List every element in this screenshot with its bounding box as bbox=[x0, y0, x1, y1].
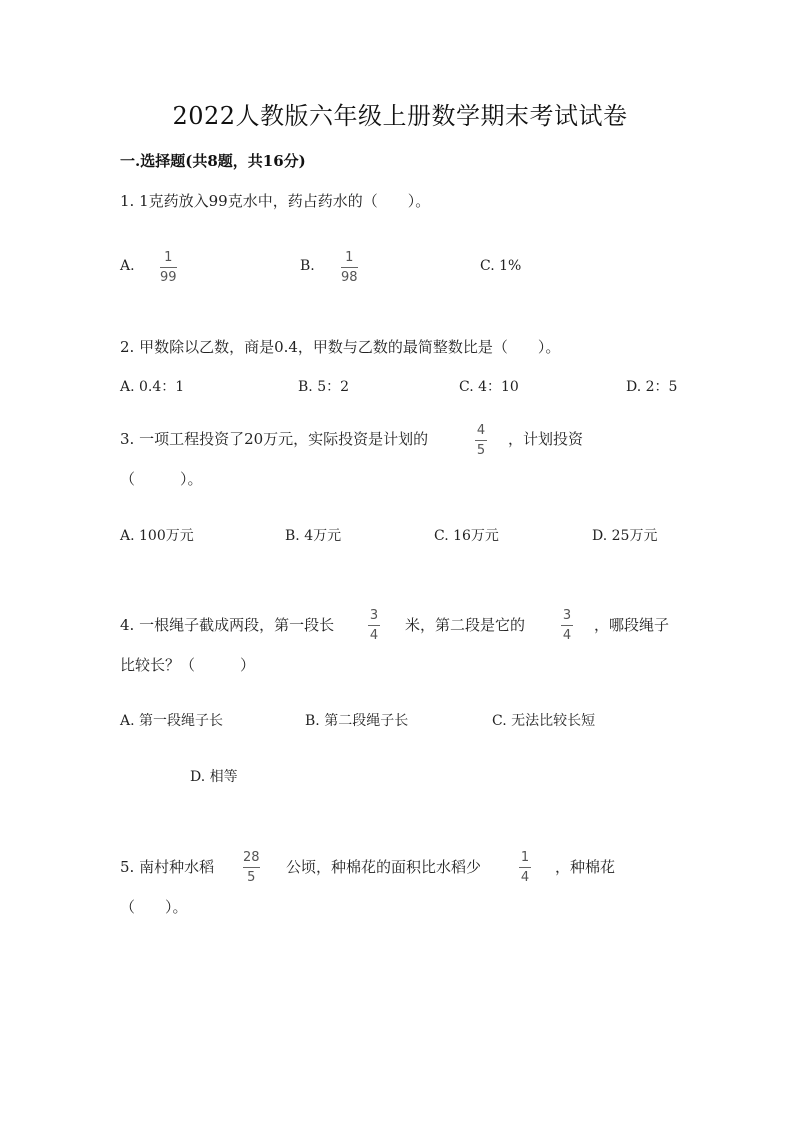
q1-option-a-label: A. bbox=[120, 258, 135, 274]
question-2-text: 2. 甲数除以乙数，商是0.4，甲数与乙数的最简整数比是（ ）。 bbox=[120, 338, 561, 356]
question-4-text-3: ，哪段绳子 bbox=[594, 616, 670, 634]
fraction-numerator: 1 bbox=[520, 850, 530, 865]
fraction-numerator: 28 bbox=[243, 850, 260, 865]
fraction-denominator: 4 bbox=[369, 628, 379, 643]
question-1-text: 1. 1克药放入99克水中，药占药水的（ ）。 bbox=[120, 192, 431, 210]
fraction-bar bbox=[368, 625, 380, 626]
fraction-bar bbox=[341, 267, 358, 268]
question-5-line2: （ ）。 bbox=[120, 898, 188, 916]
fraction-numerator: 1 bbox=[164, 250, 173, 265]
fraction-bar bbox=[561, 625, 573, 626]
page-title: 2022人教版六年级上册数学期末考试试卷 bbox=[172, 102, 628, 130]
q1-option-b-fraction bbox=[341, 250, 358, 285]
q1-option-a-fraction bbox=[160, 250, 177, 285]
question-3-text: 3. 一项工程投资了20万元，实际投资是计划的 bbox=[120, 430, 429, 448]
fraction-denominator: 5 bbox=[476, 443, 486, 458]
fraction-numerator: 4 bbox=[476, 423, 486, 438]
fraction-numerator: 3 bbox=[369, 608, 379, 623]
q1-option-c: C. 1% bbox=[480, 258, 522, 274]
q2-option-c: C. 4：10 bbox=[459, 379, 519, 395]
fraction-denominator: 99 bbox=[160, 270, 177, 285]
q4-option-d: D. 相等 bbox=[190, 769, 238, 785]
fraction-denominator: 5 bbox=[247, 870, 256, 885]
fraction-denominator: 4 bbox=[562, 628, 572, 643]
fraction-bar bbox=[160, 267, 177, 268]
q4-option-c: C. 无法比较长短 bbox=[492, 713, 596, 729]
q3-fraction bbox=[475, 423, 487, 458]
q2-option-b: B. 5：2 bbox=[298, 379, 350, 395]
fraction-bar bbox=[475, 440, 487, 441]
question-5-text-3: ，种棉花 bbox=[555, 858, 616, 876]
q3-option-c: C. 16万元 bbox=[434, 528, 499, 544]
question-5-text-2: 公顷，种棉花的面积比水稻少 bbox=[286, 858, 482, 876]
question-3-text-after: ，计划投资 bbox=[508, 430, 584, 448]
q2-option-d: D. 2：5 bbox=[626, 379, 678, 395]
q2-option-a: A. 0.4：1 bbox=[120, 379, 185, 395]
q4-option-b: B. 第二段绳子长 bbox=[305, 713, 409, 729]
fraction-bar bbox=[243, 867, 260, 868]
fraction-denominator: 98 bbox=[341, 270, 358, 285]
fraction-numerator: 1 bbox=[345, 250, 354, 265]
question-4-text: 4. 一根绳子截成两段，第一段长 bbox=[120, 616, 335, 634]
q5-fraction-2 bbox=[519, 850, 531, 885]
section-heading: 一.选择题(共8题，共16分) bbox=[120, 152, 306, 170]
fraction-denominator: 4 bbox=[520, 870, 530, 885]
q5-fraction-1 bbox=[243, 850, 260, 885]
q4-option-a: A. 第一段绳子长 bbox=[120, 713, 224, 729]
q3-option-b: B. 4万元 bbox=[285, 528, 342, 544]
question-4-line2: 比较长？（ ） bbox=[120, 656, 256, 674]
q4-fraction-1 bbox=[368, 608, 380, 643]
question-3-line2: （ ）。 bbox=[120, 470, 203, 488]
q1-option-b-label: B. bbox=[300, 258, 315, 274]
q4-fraction-2 bbox=[561, 608, 573, 643]
q3-option-a: A. 100万元 bbox=[120, 528, 194, 544]
fraction-numerator: 3 bbox=[562, 608, 572, 623]
q3-option-d: D. 25万元 bbox=[592, 528, 658, 544]
question-5-text: 5. 南村种水稻 bbox=[120, 858, 215, 876]
fraction-bar bbox=[519, 867, 531, 868]
question-4-text-2: 米，第二段是它的 bbox=[405, 616, 526, 634]
